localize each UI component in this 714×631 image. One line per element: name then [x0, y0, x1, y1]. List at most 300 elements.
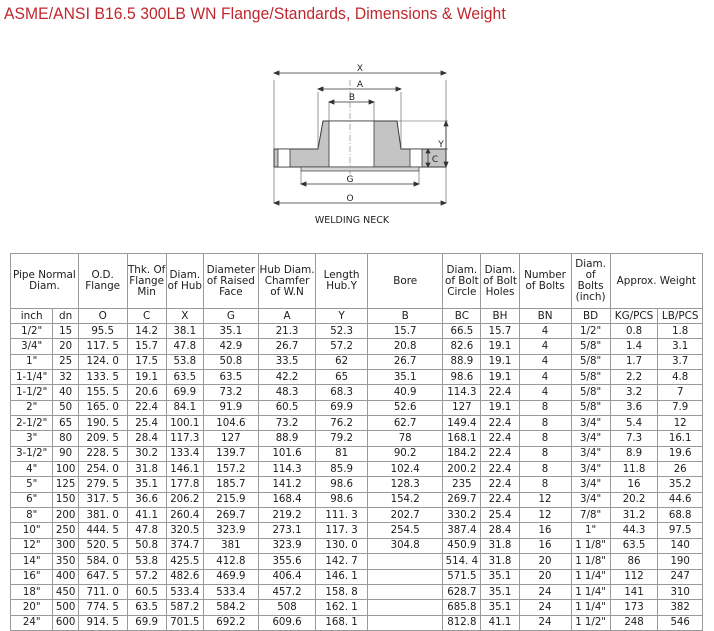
header-thickness: Thk. Of Flange Min	[127, 254, 166, 309]
subheader-cell: A	[258, 309, 315, 324]
table-cell: 3/4"	[11, 339, 53, 354]
table-cell: 19.1	[481, 370, 519, 385]
table-cell: 310	[658, 584, 703, 599]
table-cell: 140	[658, 538, 703, 553]
table-cell: 22.4	[481, 446, 519, 461]
table-cell: 3/4"	[571, 462, 610, 477]
table-cell: 184.2	[443, 446, 481, 461]
table-cell: 10"	[11, 523, 53, 538]
table-cell: 15	[53, 324, 78, 339]
table-cell: 8	[519, 446, 571, 461]
table-cell: 254. 0	[78, 462, 127, 477]
table-cell	[368, 554, 443, 569]
table-cell: 647. 5	[78, 569, 127, 584]
table-cell: 21.3	[258, 324, 315, 339]
table-cell: 22.4	[481, 385, 519, 400]
table-cell: 24	[519, 615, 571, 630]
table-cell: 482.6	[166, 569, 203, 584]
table-cell: 5/8"	[571, 400, 610, 415]
table-cell: 250	[53, 523, 78, 538]
table-cell: 3/4"	[571, 446, 610, 461]
table-cell: 12	[519, 492, 571, 507]
table-cell: 149.4	[443, 416, 481, 431]
table-cell: 382	[658, 600, 703, 615]
table-cell: 35.2	[658, 477, 703, 492]
table-cell: 31.8	[481, 538, 519, 553]
table-cell: 1 1/4"	[571, 584, 610, 599]
diagram-caption: WELDING NECK	[314, 215, 390, 226]
table-cell: 2-1/2"	[11, 416, 53, 431]
table-cell: 228. 5	[78, 446, 127, 461]
subheader-row	[11, 309, 703, 324]
table-cell: 100	[53, 462, 78, 477]
table-cell: 20	[519, 569, 571, 584]
table-cell: 98.6	[443, 370, 481, 385]
table-cell: 16"	[11, 569, 53, 584]
table-cell: 41.1	[481, 615, 519, 630]
subheader-cell: BC	[443, 309, 481, 324]
table-cell: 457.2	[258, 584, 315, 599]
table-cell: 571.5	[443, 569, 481, 584]
table-cell: 19.6	[658, 446, 703, 461]
table-cell: 95.5	[78, 324, 127, 339]
table-cell: 104.6	[203, 416, 258, 431]
table-cell: 26.7	[368, 354, 443, 369]
table-cell: 5.4	[610, 416, 658, 431]
table-row	[11, 508, 703, 523]
table-cell: 206.2	[166, 492, 203, 507]
dim-label-c: C	[431, 155, 439, 165]
table-cell: 387.4	[443, 523, 481, 538]
table-cell: 63.5	[127, 600, 166, 615]
subheader-cell: B	[368, 309, 443, 324]
table-cell: 60.5	[258, 400, 315, 415]
table-cell: 5/8"	[571, 339, 610, 354]
table-cell: 68.8	[658, 508, 703, 523]
table-cell: 117.3	[166, 431, 203, 446]
table-cell: 3.2	[610, 385, 658, 400]
bolt-hole-left	[278, 149, 290, 167]
table-cell: 47.8	[166, 339, 203, 354]
table-cell: 25.4	[481, 508, 519, 523]
table-cell: 128.3	[368, 477, 443, 492]
header-number-of-bolts: Number of Bolts	[519, 254, 571, 309]
table-cell: 254.5	[368, 523, 443, 538]
table-row	[11, 477, 703, 492]
table-cell: 514. 4	[443, 554, 481, 569]
table-cell: 3/4"	[571, 431, 610, 446]
table-cell: 22.4	[481, 477, 519, 492]
table-cell: 8	[519, 400, 571, 415]
table-cell: 165. 0	[78, 400, 127, 415]
table-row	[11, 370, 703, 385]
table-cell: 100.1	[166, 416, 203, 431]
table-cell: 1-1/2"	[11, 385, 53, 400]
table-cell: 8"	[11, 508, 53, 523]
table-cell: 628.7	[443, 584, 481, 599]
table-cell: 117. 3	[316, 523, 368, 538]
table-cell: 8.9	[610, 446, 658, 461]
table-cell: 41.1	[127, 508, 166, 523]
table-cell: 269.7	[203, 508, 258, 523]
table-cell: 68.3	[316, 385, 368, 400]
subheader-cell: dn	[53, 309, 78, 324]
table-cell: 235	[443, 477, 481, 492]
table-cell: 50.8	[127, 538, 166, 553]
table-cell: 150	[53, 492, 78, 507]
dim-label-y: Y	[438, 140, 444, 150]
table-cell: 162. 1	[316, 600, 368, 615]
table-cell: 3/4"	[571, 477, 610, 492]
table-cell: 1/2"	[11, 324, 53, 339]
table-cell: 133. 5	[78, 370, 127, 385]
table-cell: 81	[316, 446, 368, 461]
table-cell: 20"	[11, 600, 53, 615]
table-row	[11, 416, 703, 431]
table-cell: 425.5	[166, 554, 203, 569]
table-row	[11, 385, 703, 400]
header-raised-face: Diameter of Raised Face	[203, 254, 258, 309]
table-cell: 1.8	[658, 324, 703, 339]
table-cell: 450	[53, 584, 78, 599]
table-cell: 269.7	[443, 492, 481, 507]
table-cell: 28.4	[481, 523, 519, 538]
table-row	[11, 538, 703, 553]
table-cell: 127	[443, 400, 481, 415]
table-cell: 35.1	[127, 477, 166, 492]
table-row	[11, 431, 703, 446]
table-cell: 42.9	[203, 339, 258, 354]
table-cell: 139.7	[203, 446, 258, 461]
table-cell: 20.6	[127, 385, 166, 400]
table-cell: 101.6	[258, 446, 315, 461]
table-cell: 82.6	[443, 339, 481, 354]
table-cell: 114.3	[258, 462, 315, 477]
table-cell: 14.2	[127, 324, 166, 339]
table-cell: 19.1	[481, 354, 519, 369]
table-cell: 63.5	[166, 370, 203, 385]
table-cell: 444. 5	[78, 523, 127, 538]
subheader-cell: C	[127, 309, 166, 324]
table-cell: 38.1	[166, 324, 203, 339]
table-cell: 587.2	[166, 600, 203, 615]
header-hub-diam: Diam. of Hub	[166, 254, 203, 309]
table-cell: 15.7	[481, 324, 519, 339]
table-cell: 11.8	[610, 462, 658, 477]
table-cell: 112	[610, 569, 658, 584]
table-row	[11, 354, 703, 369]
table-cell: 63.5	[610, 538, 658, 553]
table-cell: 469.9	[203, 569, 258, 584]
table-row	[11, 462, 703, 477]
table-cell: 22.4	[481, 431, 519, 446]
table-cell: 209. 5	[78, 431, 127, 446]
table-cell: 2.2	[610, 370, 658, 385]
table-cell: 20.2	[610, 492, 658, 507]
table-cell: 381. 0	[78, 508, 127, 523]
table-cell: 1 1/4"	[571, 569, 610, 584]
table-cell: 279. 5	[78, 477, 127, 492]
table-cell: 22.4	[481, 462, 519, 477]
table-cell: 16.1	[658, 431, 703, 446]
table-cell: 774. 5	[78, 600, 127, 615]
table-cell: 44.6	[658, 492, 703, 507]
table-cell: 215.9	[203, 492, 258, 507]
table-cell: 52.6	[368, 400, 443, 415]
table-cell: 97.5	[658, 523, 703, 538]
table-row	[11, 584, 703, 599]
table-cell: 146. 1	[316, 569, 368, 584]
table-cell: 5/8"	[571, 370, 610, 385]
table-cell: 62.7	[368, 416, 443, 431]
table-cell: 73.2	[258, 416, 315, 431]
table-cell: 3.6	[610, 400, 658, 415]
page-title: ASME/ANSI B16.5 300LB WN Flange/Standards, Dimensions & Weight	[4, 4, 506, 23]
table-row	[11, 600, 703, 615]
table-cell: 914. 5	[78, 615, 127, 630]
table-cell: 15.7	[368, 324, 443, 339]
table-cell: 692.2	[203, 615, 258, 630]
table-cell: 317. 5	[78, 492, 127, 507]
header-hub-length: Length Hub.Y	[316, 254, 368, 309]
dim-label-x: X	[356, 64, 364, 74]
table-cell: 4.8	[658, 370, 703, 385]
table-cell: 146.1	[166, 462, 203, 477]
table-cell: 1/2"	[571, 324, 610, 339]
header-pipe-normal-diam: Pipe Normal Diam.	[11, 254, 79, 309]
table-cell: 33.5	[258, 354, 315, 369]
table-cell: 31.8	[481, 554, 519, 569]
table-cell: 168. 1	[316, 615, 368, 630]
table-cell	[368, 584, 443, 599]
table-cell: 381	[203, 538, 258, 553]
table-cell: 111. 3	[316, 508, 368, 523]
table-cell: 173	[610, 600, 658, 615]
table-cell: 500	[53, 600, 78, 615]
table-cell: 247	[658, 569, 703, 584]
table-cell: 533.4	[203, 584, 258, 599]
table-cell: 28.4	[127, 431, 166, 446]
table-cell: 30.2	[127, 446, 166, 461]
table-row	[11, 492, 703, 507]
table-cell: 190	[658, 554, 703, 569]
table-cell: 65	[316, 370, 368, 385]
table-cell	[368, 569, 443, 584]
dim-label-o: O	[346, 194, 354, 204]
table-cell: 127	[203, 431, 258, 446]
table-cell: 1 1/2"	[571, 615, 610, 630]
table-cell: 200	[53, 508, 78, 523]
table-cell: 12"	[11, 538, 53, 553]
table-cell: 48.3	[258, 385, 315, 400]
table-cell: 3.7	[658, 354, 703, 369]
bore-region	[329, 121, 374, 167]
table-cell: 260.4	[166, 508, 203, 523]
table-cell: 22.4	[481, 416, 519, 431]
table-cell: 98.6	[316, 492, 368, 507]
table-cell: 84.1	[166, 400, 203, 415]
table-cell: 5/8"	[571, 385, 610, 400]
table-cell: 125	[53, 477, 78, 492]
subheader-cell: KG/PCS	[610, 309, 658, 324]
table-cell: 69.9	[316, 400, 368, 415]
table-cell: 60.5	[127, 584, 166, 599]
table-cell: 65	[53, 416, 78, 431]
subheader-cell: G	[203, 309, 258, 324]
table-cell: 350	[53, 554, 78, 569]
table-cell: 141	[610, 584, 658, 599]
table-cell: 4	[519, 339, 571, 354]
table-cell: 91.9	[203, 400, 258, 415]
table-cell: 154.2	[368, 492, 443, 507]
table-cell: 3"	[11, 431, 53, 446]
subheader-cell: Y	[316, 309, 368, 324]
table-cell: 85.9	[316, 462, 368, 477]
table-cell: 508	[258, 600, 315, 615]
table-cell: 6"	[11, 492, 53, 507]
table-cell: 17.5	[127, 354, 166, 369]
table-cell: 15.7	[127, 339, 166, 354]
table-cell: 3/4"	[571, 416, 610, 431]
table-row	[11, 615, 703, 630]
table-cell: 76.2	[316, 416, 368, 431]
table-cell: 1.4	[610, 339, 658, 354]
table-cell: 53.8	[127, 554, 166, 569]
table-cell	[368, 615, 443, 630]
dim-label-a: A	[356, 80, 364, 90]
table-cell: 26	[658, 462, 703, 477]
table-cell: 19.1	[481, 339, 519, 354]
table-cell: 26.7	[258, 339, 315, 354]
table-cell: 90.2	[368, 446, 443, 461]
table-cell: 3-1/2"	[11, 446, 53, 461]
table-cell: 701.5	[166, 615, 203, 630]
table-cell: 520. 5	[78, 538, 127, 553]
header-bolt-diam: Diam. of Bolts (inch)	[571, 254, 610, 309]
table-cell: 53.8	[166, 354, 203, 369]
bolt-hole-right	[410, 149, 422, 167]
table-cell: 8	[519, 416, 571, 431]
table-cell: 73.2	[203, 385, 258, 400]
table-cell: 35.1	[481, 584, 519, 599]
subheader-cell: BN	[519, 309, 571, 324]
table-cell: 98.6	[316, 477, 368, 492]
table-cell: 400	[53, 569, 78, 584]
table-cell: 1"	[11, 354, 53, 369]
table-cell: 19.1	[127, 370, 166, 385]
dim-label-b: B	[348, 93, 356, 103]
table-cell: 219.2	[258, 508, 315, 523]
table-cell: 44.3	[610, 523, 658, 538]
table-cell: 1.7	[610, 354, 658, 369]
subheader-cell: X	[166, 309, 203, 324]
header-bore: Bore	[368, 254, 443, 309]
table-cell: 24	[519, 600, 571, 615]
dimensions-table	[10, 253, 703, 631]
table-cell: 36.6	[127, 492, 166, 507]
table-cell: 63.5	[203, 370, 258, 385]
table-cell: 406.4	[258, 569, 315, 584]
table-cell: 31.2	[610, 508, 658, 523]
table-cell: 31.8	[127, 462, 166, 477]
subheader-cell: O	[78, 309, 127, 324]
header-od-flange: O.D. Flange	[78, 254, 127, 309]
table-cell: 1 1/8"	[571, 538, 610, 553]
table-cell: 80	[53, 431, 78, 446]
table-cell: 248	[610, 615, 658, 630]
table-cell: 190. 5	[78, 416, 127, 431]
table-cell: 5"	[11, 477, 53, 492]
table-cell: 12	[519, 508, 571, 523]
table-cell: 14"	[11, 554, 53, 569]
table-cell: 600	[53, 615, 78, 630]
table-cell: 42.2	[258, 370, 315, 385]
subheader-cell: BH	[481, 309, 519, 324]
table-cell: 66.5	[443, 324, 481, 339]
table-cell: 185.7	[203, 477, 258, 492]
table-cell: 4	[519, 324, 571, 339]
table-cell: 330.2	[443, 508, 481, 523]
table-cell: 35.1	[203, 324, 258, 339]
table-cell: 32	[53, 370, 78, 385]
table-cell: 323.9	[258, 538, 315, 553]
table-cell: 1 1/8"	[571, 554, 610, 569]
table-cell: 35.1	[481, 569, 519, 584]
dim-label-g: G	[346, 175, 354, 185]
table-cell: 168.1	[443, 431, 481, 446]
table-cell: 130. 0	[316, 538, 368, 553]
table-cell: 79.2	[316, 431, 368, 446]
table-cell: 1-1/4"	[11, 370, 53, 385]
table-cell: 609.6	[258, 615, 315, 630]
table-cell: 117. 5	[78, 339, 127, 354]
table-cell: 142. 7	[316, 554, 368, 569]
table-cell: 168.4	[258, 492, 315, 507]
table-body	[11, 324, 703, 631]
table-cell: 88.9	[258, 431, 315, 446]
subheader-cell: LB/PCS	[658, 309, 703, 324]
table-row	[11, 523, 703, 538]
table-cell: 8	[519, 462, 571, 477]
table-cell: 50.8	[203, 354, 258, 369]
table-cell: 3.1	[658, 339, 703, 354]
table-cell: 7/8"	[571, 508, 610, 523]
table-cell: 5/8"	[571, 354, 610, 369]
table-cell: 320.5	[166, 523, 203, 538]
table-cell: 16	[610, 477, 658, 492]
table-cell: 0.8	[610, 324, 658, 339]
table-cell: 323.9	[203, 523, 258, 538]
table-cell: 40	[53, 385, 78, 400]
table-cell: 25.4	[127, 416, 166, 431]
table-cell: 7.9	[658, 400, 703, 415]
table-cell: 157.2	[203, 462, 258, 477]
welding-neck-flange-diagram	[268, 60, 468, 232]
subheader-cell: BD	[571, 309, 610, 324]
table-cell: 20	[519, 554, 571, 569]
table-cell: 57.2	[127, 569, 166, 584]
table-cell: 4"	[11, 462, 53, 477]
table-row	[11, 446, 703, 461]
table-cell: 133.4	[166, 446, 203, 461]
table-cell: 3/4"	[571, 492, 610, 507]
table-cell: 304.8	[368, 538, 443, 553]
table-cell: 355.6	[258, 554, 315, 569]
table-cell	[368, 600, 443, 615]
table-cell: 114.3	[443, 385, 481, 400]
table-cell: 124. 0	[78, 354, 127, 369]
table-cell: 812.8	[443, 615, 481, 630]
